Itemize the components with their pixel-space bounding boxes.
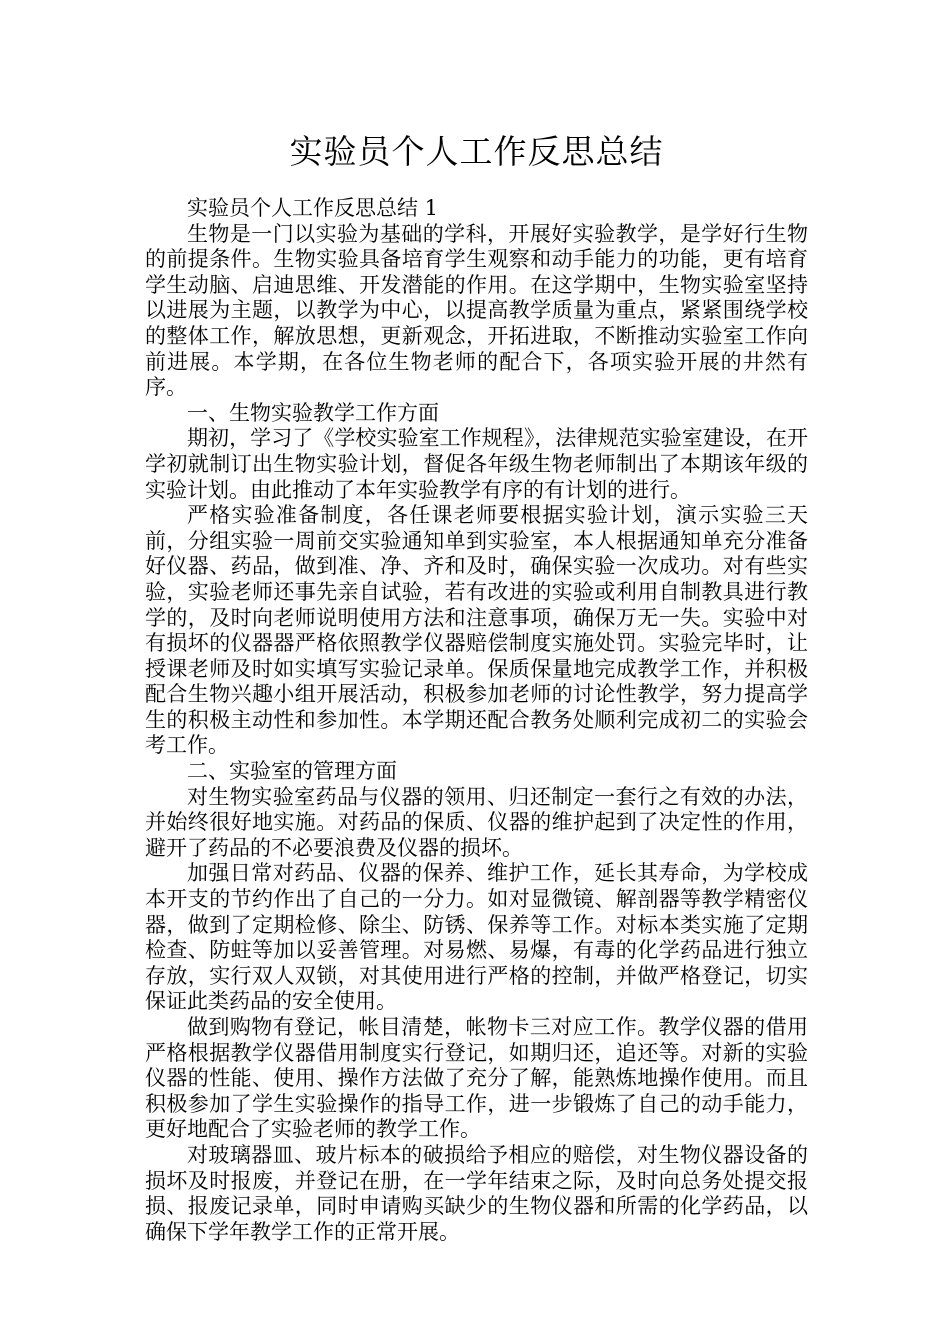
paragraph: 做到购物有登记，帐目清楚，帐物卡三对应工作。教学仪器的借用严格根据教学仪器借用制度实行登记，如期归还，追还等。对新的实验仪器的性能、使用、操作方法做了充分了解，能熟炼地操作使用。而且积极参加了学生实验操作的指导工作，进一步锻炼了自己的动手能力，更好地配合了实验老师的教学工作。 <box>145 1015 808 1142</box>
paragraph: 生物是一门以实验为基础的学科，开展好实验教学，是学好行生物的前提条件。生物实验具备培育学生观察和动手能力的功能，更有培育学生动脑、启迪思维、开发潜能的作用。在这学期中，生物实验室坚持以进展为主题，以教学为中心，以提高教学质量为重点，紧紧围绕学校的整体工作，解放思想，更新观念，开拓进取，不断推动实验室工作向前进展。本学期，在各位生物老师的配合下，各项实验开展的井然有序。 <box>145 221 808 400</box>
paragraph: 期初，学习了《学校实验室工作规程》，法律规范实验室建设，在开学初就制订出生物实验计划，督促各年级生物老师制出了本期该年级的实验计划。由此推动了本年实验教学有序的有计划的进行。 <box>145 426 808 502</box>
paragraph: 加强日常对药品、仪器的保养、维护工作，延长其寿命，为学校成本开支的节约作出了自己的一分力。如对显微镜、解剖器等教学精密仪器，做到了定期检修、除尘、防锈、保养等工作。对标本类实施了定期检查、防蛀等加以妥善管理。对易燃、易爆，有毒的化学药品进行独立存放，实行双人双锁，对其使用进行严格的控制，并做严格登记，切实保证此类药品的安全使用。 <box>145 861 808 1014</box>
section-heading: 一、生物实验教学工作方面 <box>187 400 439 425</box>
paragraph: 严格实验准备制度，各任课老师要根据实验计划，演示实验三天前，分组实验一周前交实验通知单到实验室，本人根据通知单充分准备好仪器、药品，做到准、净、齐和及时，确保实验一次成功。对有些实验，实验老师还事先亲自试验，若有改进的实验或利用自制教具进行教学的，及时向老师说明使用方法和注意事项，确保万无一失。实验中对有损坏的仪器器严格依照教学仪器赔偿制度实施处罚。实验完毕时，让授课老师及时如实填写实验记录单。保质保量地完成教学工作，并积极配合生物兴趣小组开展活动，积极参加老师的讨论性教学，努力提高学生的积极主动性和参加性。本学期还配合教务处顺利完成初二的实验会考工作。 <box>145 503 808 758</box>
paragraph: 对玻璃器皿、玻片标本的破损给予相应的赔偿，对生物仪器设备的损坏及时报废，并登记在册，在一学年结束之际，及时向总务处提交报损、报废记录单，同时申请购买缺少的生物仪器和所需的化学药品，以确保下学年教学工作的正常开展。 <box>145 1142 808 1244</box>
document-title: 实验员个人工作反思总结 <box>289 132 664 171</box>
section-heading: 二、实验室的管理方面 <box>187 759 397 784</box>
document-body <box>145 196 808 1245</box>
section-heading: 实验员个人工作反思总结 1 <box>187 196 439 220</box>
paragraph: 对生物实验室药品与仪器的领用、归还制定一套行之有效的办法，并始终很好地实施。对药品的保质、仪器的维护起到了决定性的作用，避开了药品的不必要浪费及仪器的损坏。 <box>145 784 808 860</box>
